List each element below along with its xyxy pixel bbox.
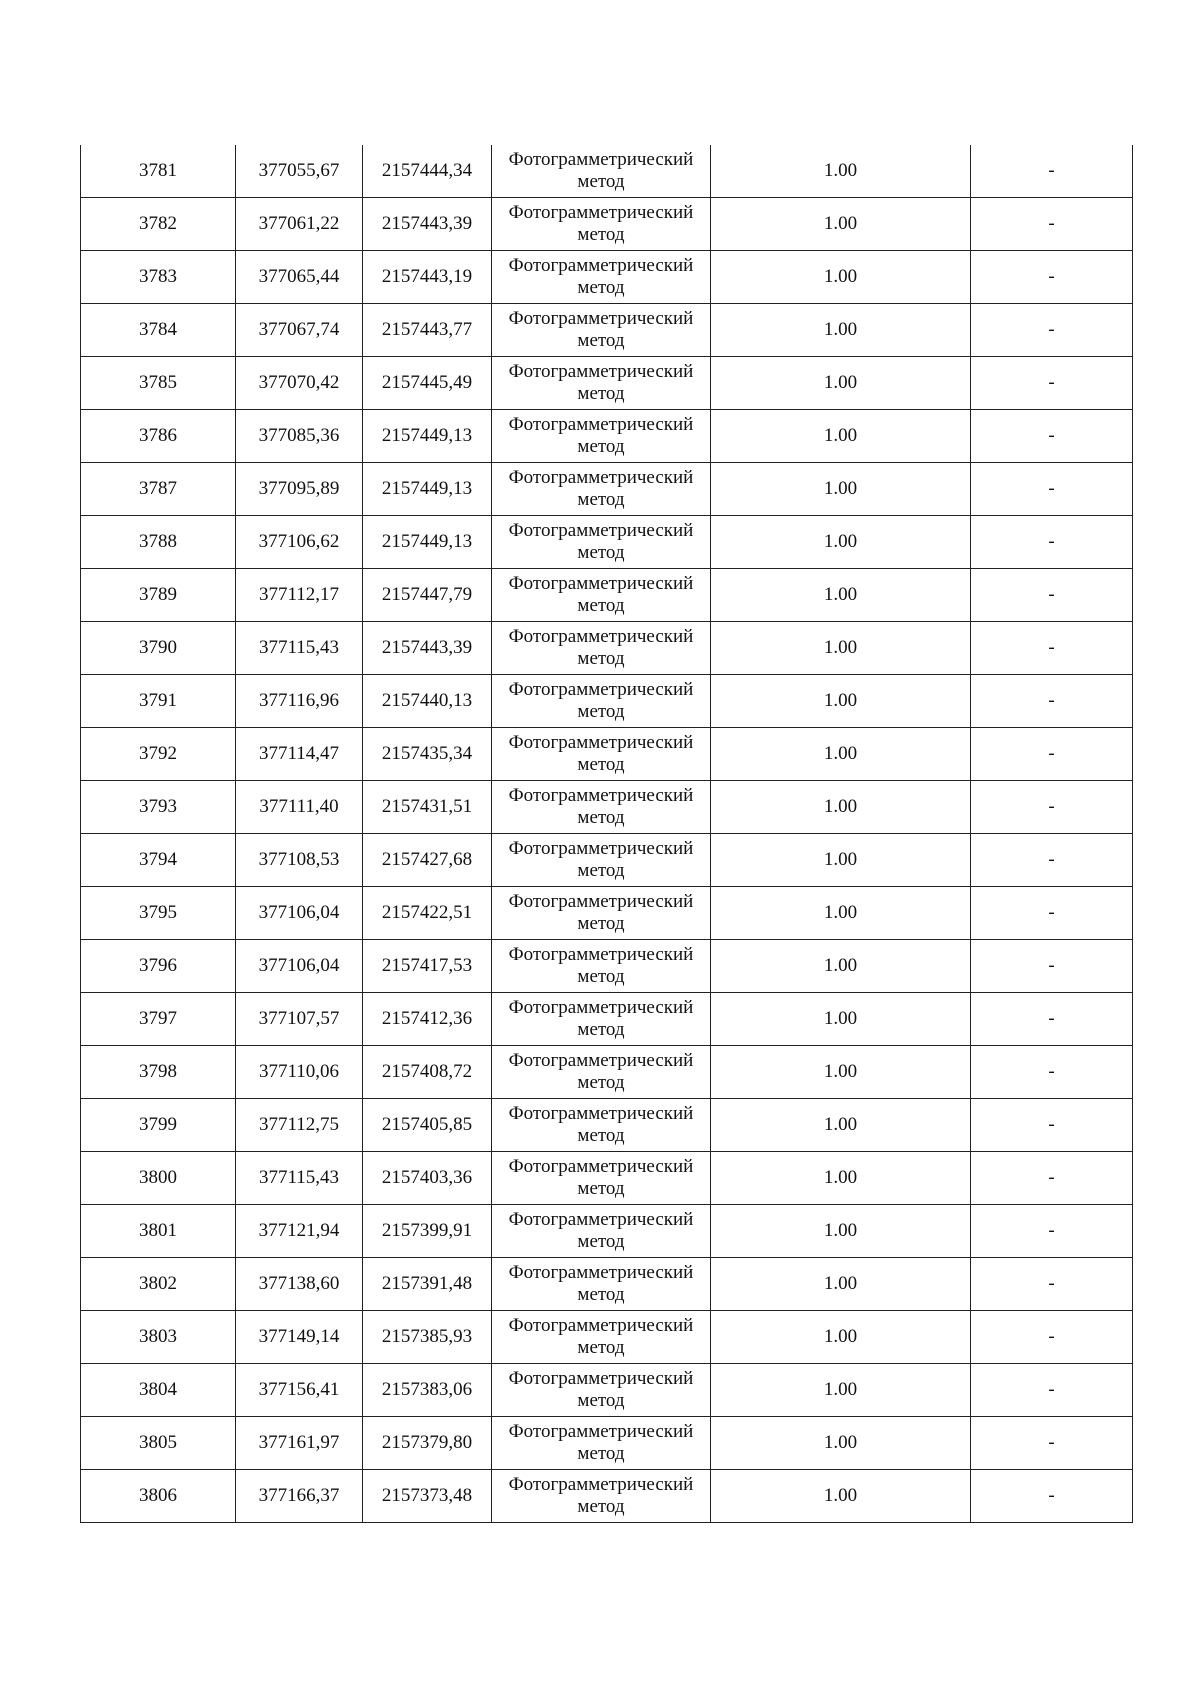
description-cell: - (971, 410, 1133, 463)
y-coordinate-cell: 2157373,48 (363, 1470, 492, 1523)
accuracy-cell: 1.00 (711, 1258, 971, 1311)
point-number-cell: 3804 (81, 1364, 236, 1417)
table-row (81, 1258, 1133, 1311)
description-cell: - (971, 622, 1133, 675)
point-number-cell: 3797 (81, 993, 236, 1046)
point-number-cell: 3799 (81, 1099, 236, 1152)
coordinates-table (80, 145, 1133, 1523)
x-coordinate-cell: 377115,43 (236, 1152, 363, 1205)
x-coordinate-cell: 377161,97 (236, 1417, 363, 1470)
y-coordinate-cell: 2157449,13 (363, 516, 492, 569)
table-row (81, 781, 1133, 834)
y-coordinate-cell: 2157447,79 (363, 569, 492, 622)
x-coordinate-cell: 377061,22 (236, 198, 363, 251)
x-coordinate-cell: 377166,37 (236, 1470, 363, 1523)
table-row (81, 728, 1133, 781)
description-cell: - (971, 887, 1133, 940)
description-cell: - (971, 1470, 1133, 1523)
method-cell: Фотограмметрический метод (492, 145, 711, 198)
accuracy-cell: 1.00 (711, 834, 971, 887)
x-coordinate-cell: 377138,60 (236, 1258, 363, 1311)
description-cell: - (971, 1417, 1133, 1470)
accuracy-cell: 1.00 (711, 781, 971, 834)
accuracy-cell: 1.00 (711, 304, 971, 357)
x-coordinate-cell: 377107,57 (236, 993, 363, 1046)
table-row (81, 1417, 1133, 1470)
method-cell: Фотограмметрический метод (492, 1152, 711, 1205)
description-cell: - (971, 198, 1133, 251)
table-row (81, 569, 1133, 622)
x-coordinate-cell: 377156,41 (236, 1364, 363, 1417)
table-row (81, 463, 1133, 516)
accuracy-cell: 1.00 (711, 1470, 971, 1523)
point-number-cell: 3795 (81, 887, 236, 940)
x-coordinate-cell: 377106,04 (236, 940, 363, 993)
point-number-cell: 3806 (81, 1470, 236, 1523)
description-cell: - (971, 357, 1133, 410)
y-coordinate-cell: 2157443,77 (363, 304, 492, 357)
description-cell: - (971, 569, 1133, 622)
description-cell: - (971, 940, 1133, 993)
table-row (81, 516, 1133, 569)
point-number-cell: 3792 (81, 728, 236, 781)
table-row (81, 357, 1133, 410)
method-cell: Фотограмметрический метод (492, 728, 711, 781)
accuracy-cell: 1.00 (711, 569, 971, 622)
description-cell: - (971, 1152, 1133, 1205)
method-cell: Фотограмметрический метод (492, 993, 711, 1046)
x-coordinate-cell: 377065,44 (236, 251, 363, 304)
point-number-cell: 3786 (81, 410, 236, 463)
x-coordinate-cell: 377112,75 (236, 1099, 363, 1152)
accuracy-cell: 1.00 (711, 1046, 971, 1099)
y-coordinate-cell: 2157443,39 (363, 622, 492, 675)
y-coordinate-cell: 2157444,34 (363, 145, 492, 198)
point-number-cell: 3785 (81, 357, 236, 410)
table-row (81, 251, 1133, 304)
point-number-cell: 3788 (81, 516, 236, 569)
x-coordinate-cell: 377106,04 (236, 887, 363, 940)
coordinates-table-body (81, 145, 1133, 1523)
description-cell: - (971, 993, 1133, 1046)
accuracy-cell: 1.00 (711, 1311, 971, 1364)
x-coordinate-cell: 377112,17 (236, 569, 363, 622)
description-cell: - (971, 516, 1133, 569)
x-coordinate-cell: 377114,47 (236, 728, 363, 781)
description-cell: - (971, 834, 1133, 887)
point-number-cell: 3805 (81, 1417, 236, 1470)
method-cell: Фотограмметрический метод (492, 834, 711, 887)
table-row (81, 887, 1133, 940)
table-row (81, 1470, 1133, 1523)
accuracy-cell: 1.00 (711, 1364, 971, 1417)
method-cell: Фотограмметрический метод (492, 887, 711, 940)
point-number-cell: 3782 (81, 198, 236, 251)
description-cell: - (971, 1311, 1133, 1364)
y-coordinate-cell: 2157435,34 (363, 728, 492, 781)
point-number-cell: 3789 (81, 569, 236, 622)
table-row (81, 198, 1133, 251)
accuracy-cell: 1.00 (711, 1417, 971, 1470)
y-coordinate-cell: 2157399,91 (363, 1205, 492, 1258)
accuracy-cell: 1.00 (711, 145, 971, 198)
point-number-cell: 3801 (81, 1205, 236, 1258)
table-row (81, 304, 1133, 357)
y-coordinate-cell: 2157383,06 (363, 1364, 492, 1417)
x-coordinate-cell: 377111,40 (236, 781, 363, 834)
point-number-cell: 3793 (81, 781, 236, 834)
accuracy-cell: 1.00 (711, 887, 971, 940)
table-row (81, 940, 1133, 993)
y-coordinate-cell: 2157431,51 (363, 781, 492, 834)
point-number-cell: 3794 (81, 834, 236, 887)
y-coordinate-cell: 2157379,80 (363, 1417, 492, 1470)
method-cell: Фотограмметрический метод (492, 251, 711, 304)
y-coordinate-cell: 2157449,13 (363, 463, 492, 516)
y-coordinate-cell: 2157408,72 (363, 1046, 492, 1099)
point-number-cell: 3803 (81, 1311, 236, 1364)
method-cell: Фотограмметрический метод (492, 940, 711, 993)
description-cell: - (971, 1205, 1133, 1258)
accuracy-cell: 1.00 (711, 1152, 971, 1205)
accuracy-cell: 1.00 (711, 410, 971, 463)
method-cell: Фотограмметрический метод (492, 622, 711, 675)
description-cell: - (971, 781, 1133, 834)
method-cell: Фотограмметрический метод (492, 304, 711, 357)
method-cell: Фотограмметрический метод (492, 1311, 711, 1364)
accuracy-cell: 1.00 (711, 251, 971, 304)
accuracy-cell: 1.00 (711, 516, 971, 569)
x-coordinate-cell: 377095,89 (236, 463, 363, 516)
point-number-cell: 3798 (81, 1046, 236, 1099)
x-coordinate-cell: 377106,62 (236, 516, 363, 569)
point-number-cell: 3800 (81, 1152, 236, 1205)
accuracy-cell: 1.00 (711, 675, 971, 728)
point-number-cell: 3781 (81, 145, 236, 198)
description-cell: - (971, 1046, 1133, 1099)
accuracy-cell: 1.00 (711, 993, 971, 1046)
x-coordinate-cell: 377121,94 (236, 1205, 363, 1258)
y-coordinate-cell: 2157391,48 (363, 1258, 492, 1311)
method-cell: Фотограмметрический метод (492, 516, 711, 569)
y-coordinate-cell: 2157412,36 (363, 993, 492, 1046)
point-number-cell: 3787 (81, 463, 236, 516)
accuracy-cell: 1.00 (711, 1099, 971, 1152)
method-cell: Фотограмметрический метод (492, 1099, 711, 1152)
table-row (81, 834, 1133, 887)
x-coordinate-cell: 377149,14 (236, 1311, 363, 1364)
y-coordinate-cell: 2157405,85 (363, 1099, 492, 1152)
method-cell: Фотограмметрический метод (492, 1258, 711, 1311)
description-cell: - (971, 463, 1133, 516)
y-coordinate-cell: 2157417,53 (363, 940, 492, 993)
table-row (81, 1311, 1133, 1364)
method-cell: Фотограмметрический метод (492, 675, 711, 728)
method-cell: Фотограмметрический метод (492, 1364, 711, 1417)
accuracy-cell: 1.00 (711, 940, 971, 993)
point-number-cell: 3783 (81, 251, 236, 304)
y-coordinate-cell: 2157443,39 (363, 198, 492, 251)
method-cell: Фотограмметрический метод (492, 781, 711, 834)
accuracy-cell: 1.00 (711, 1205, 971, 1258)
method-cell: Фотограмметрический метод (492, 198, 711, 251)
description-cell: - (971, 1364, 1133, 1417)
method-cell: Фотограмметрический метод (492, 463, 711, 516)
y-coordinate-cell: 2157427,68 (363, 834, 492, 887)
table-row (81, 1152, 1133, 1205)
description-cell: - (971, 145, 1133, 198)
description-cell: - (971, 675, 1133, 728)
y-coordinate-cell: 2157449,13 (363, 410, 492, 463)
accuracy-cell: 1.00 (711, 728, 971, 781)
description-cell: - (971, 304, 1133, 357)
table-row (81, 1099, 1133, 1152)
point-number-cell: 3802 (81, 1258, 236, 1311)
point-number-cell: 3784 (81, 304, 236, 357)
description-cell: - (971, 1099, 1133, 1152)
method-cell: Фотограмметрический метод (492, 410, 711, 463)
table-row (81, 1205, 1133, 1258)
table-row (81, 410, 1133, 463)
method-cell: Фотограмметрический метод (492, 1470, 711, 1523)
description-cell: - (971, 1258, 1133, 1311)
x-coordinate-cell: 377070,42 (236, 357, 363, 410)
table-row (81, 622, 1133, 675)
x-coordinate-cell: 377116,96 (236, 675, 363, 728)
y-coordinate-cell: 2157445,49 (363, 357, 492, 410)
method-cell: Фотограмметрический метод (492, 569, 711, 622)
x-coordinate-cell: 377085,36 (236, 410, 363, 463)
x-coordinate-cell: 377067,74 (236, 304, 363, 357)
point-number-cell: 3791 (81, 675, 236, 728)
y-coordinate-cell: 2157443,19 (363, 251, 492, 304)
table-row (81, 993, 1133, 1046)
method-cell: Фотограмметрический метод (492, 357, 711, 410)
table-row (81, 1364, 1133, 1417)
y-coordinate-cell: 2157403,36 (363, 1152, 492, 1205)
accuracy-cell: 1.00 (711, 622, 971, 675)
method-cell: Фотограмметрический метод (492, 1417, 711, 1470)
accuracy-cell: 1.00 (711, 463, 971, 516)
accuracy-cell: 1.00 (711, 357, 971, 410)
x-coordinate-cell: 377110,06 (236, 1046, 363, 1099)
table-row (81, 1046, 1133, 1099)
description-cell: - (971, 251, 1133, 304)
x-coordinate-cell: 377115,43 (236, 622, 363, 675)
point-number-cell: 3790 (81, 622, 236, 675)
point-number-cell: 3796 (81, 940, 236, 993)
y-coordinate-cell: 2157385,93 (363, 1311, 492, 1364)
description-cell: - (971, 728, 1133, 781)
table-row (81, 675, 1133, 728)
y-coordinate-cell: 2157422,51 (363, 887, 492, 940)
accuracy-cell: 1.00 (711, 198, 971, 251)
y-coordinate-cell: 2157440,13 (363, 675, 492, 728)
method-cell: Фотограмметрический метод (492, 1205, 711, 1258)
table-row (81, 145, 1133, 198)
x-coordinate-cell: 377055,67 (236, 145, 363, 198)
x-coordinate-cell: 377108,53 (236, 834, 363, 887)
method-cell: Фотограмметрический метод (492, 1046, 711, 1099)
